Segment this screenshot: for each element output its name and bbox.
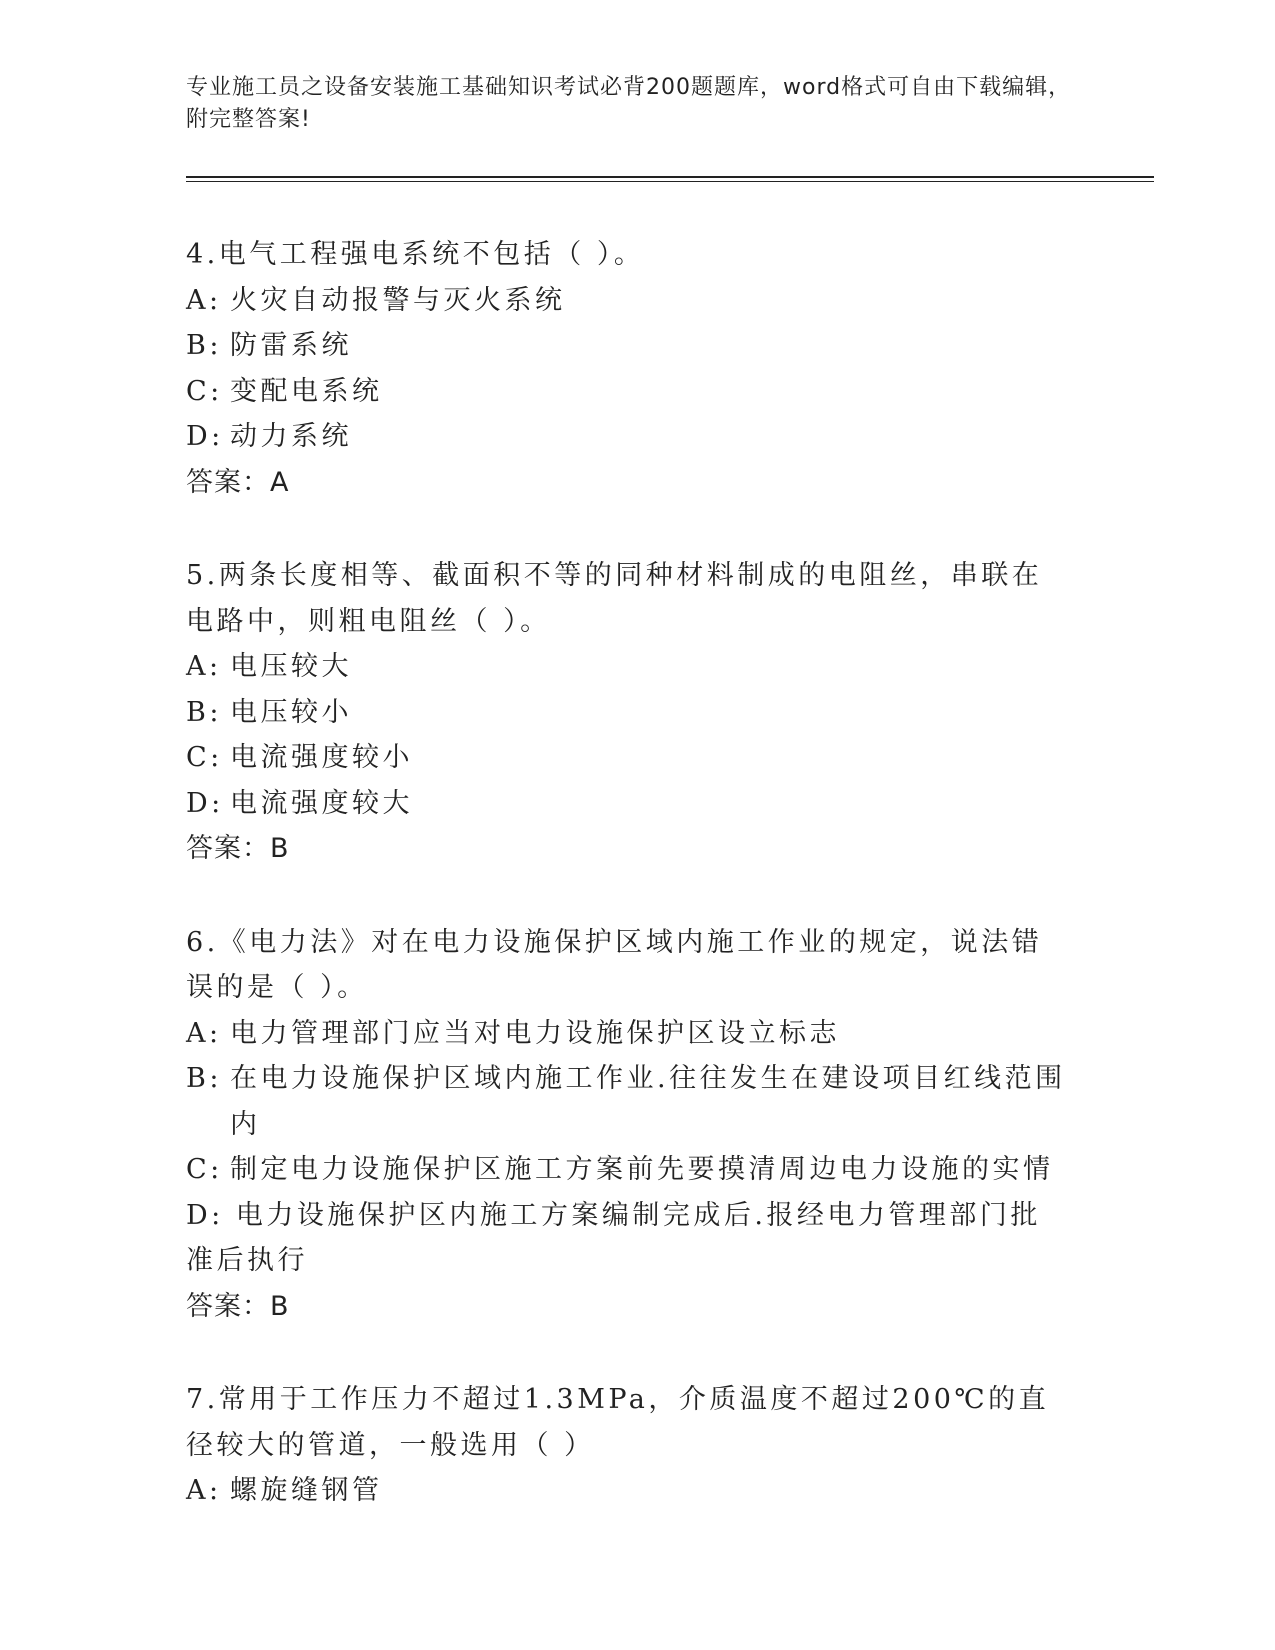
question-5	[186, 553, 1066, 872]
question-7	[186, 1377, 1066, 1514]
header-divider-thin	[186, 181, 1154, 182]
option-c	[186, 369, 1066, 415]
document-header: 专业施工员之设备安装施工基础知识考试必背200题题库，word格式可自由下载编辑，附完整答案!	[186, 75, 1072, 132]
question-stem: 7.常用于工作压力不超过1.3MPa，介质温度不超过200℃的直径较大的管道，一般选用（ ）	[186, 1384, 1050, 1461]
answer-line: 答案：B	[186, 1290, 290, 1322]
header-divider-thick	[186, 176, 1154, 178]
answer-line: 答案：B	[186, 833, 290, 864]
option-text: 电流强度较小	[230, 742, 413, 773]
option-text: 在电力设施保护区域内施工作业.往往发生在建设项目红线范围内	[230, 1063, 1066, 1140]
option-text: 电力管理部门应当对电力设施保护区设立标志	[230, 1017, 840, 1049]
option-text: 电流强度较大	[230, 787, 413, 819]
option-text: 火灾自动报警与灭火系统	[230, 284, 566, 316]
answer-line: 答案：A	[186, 466, 290, 498]
option-text: 制定电力设施保护区施工方案前先要摸清周边电力设施的实情	[230, 1154, 1054, 1185]
option-letter: A:	[186, 1475, 222, 1506]
option-letter: B:	[186, 330, 222, 361]
question-stem: 6.《电力法》对在电力设施保护区域内施工作业的规定，说法错误的是（ ）。	[186, 926, 1043, 1003]
option-a	[186, 1011, 1066, 1057]
option-text: 动力系统	[230, 421, 352, 452]
option-letter: D:	[186, 787, 224, 819]
question-stem: 5.两条长度相等、截面积不等的同种材料制成的电阻丝，串联在电路中，则粗电阻丝（ ）。	[186, 560, 1043, 637]
option-a	[186, 278, 1066, 324]
option-letter: C:	[186, 375, 223, 407]
option-letter: B:	[186, 1063, 222, 1094]
option-c	[186, 735, 1066, 781]
option-letter: A:	[186, 651, 222, 682]
option-d	[186, 781, 1066, 827]
option-letter: A:	[186, 284, 222, 316]
option-a	[186, 644, 1066, 690]
option-text: 防雷系统	[230, 330, 352, 361]
option-letter: C:	[186, 1154, 223, 1185]
option-text: 变配电系统	[230, 375, 383, 407]
option-letter: C:	[186, 742, 223, 773]
question-stem: 4.电气工程强电系统不包括（ ）。	[186, 239, 645, 270]
option-letter: D:	[186, 1199, 224, 1231]
option-d	[186, 1193, 1066, 1284]
option-text: 电压较小	[230, 696, 352, 728]
option-b	[186, 690, 1066, 736]
option-c	[186, 1147, 1066, 1193]
option-letter: A:	[186, 1017, 222, 1049]
question-4	[186, 232, 1066, 505]
question-list	[186, 232, 1066, 1562]
option-text: 电力设施保护区内施工方案编制完成后.报经电力管理部门批准后执行	[186, 1199, 1041, 1276]
option-b	[186, 1056, 1066, 1147]
question-6	[186, 920, 1066, 1330]
option-a	[186, 1468, 1066, 1514]
option-text: 电压较大	[230, 651, 352, 682]
option-b	[186, 323, 1066, 369]
option-letter: D:	[186, 421, 224, 452]
option-letter: B:	[186, 696, 222, 728]
option-d	[186, 414, 1066, 460]
option-text: 螺旋缝钢管	[230, 1475, 383, 1506]
